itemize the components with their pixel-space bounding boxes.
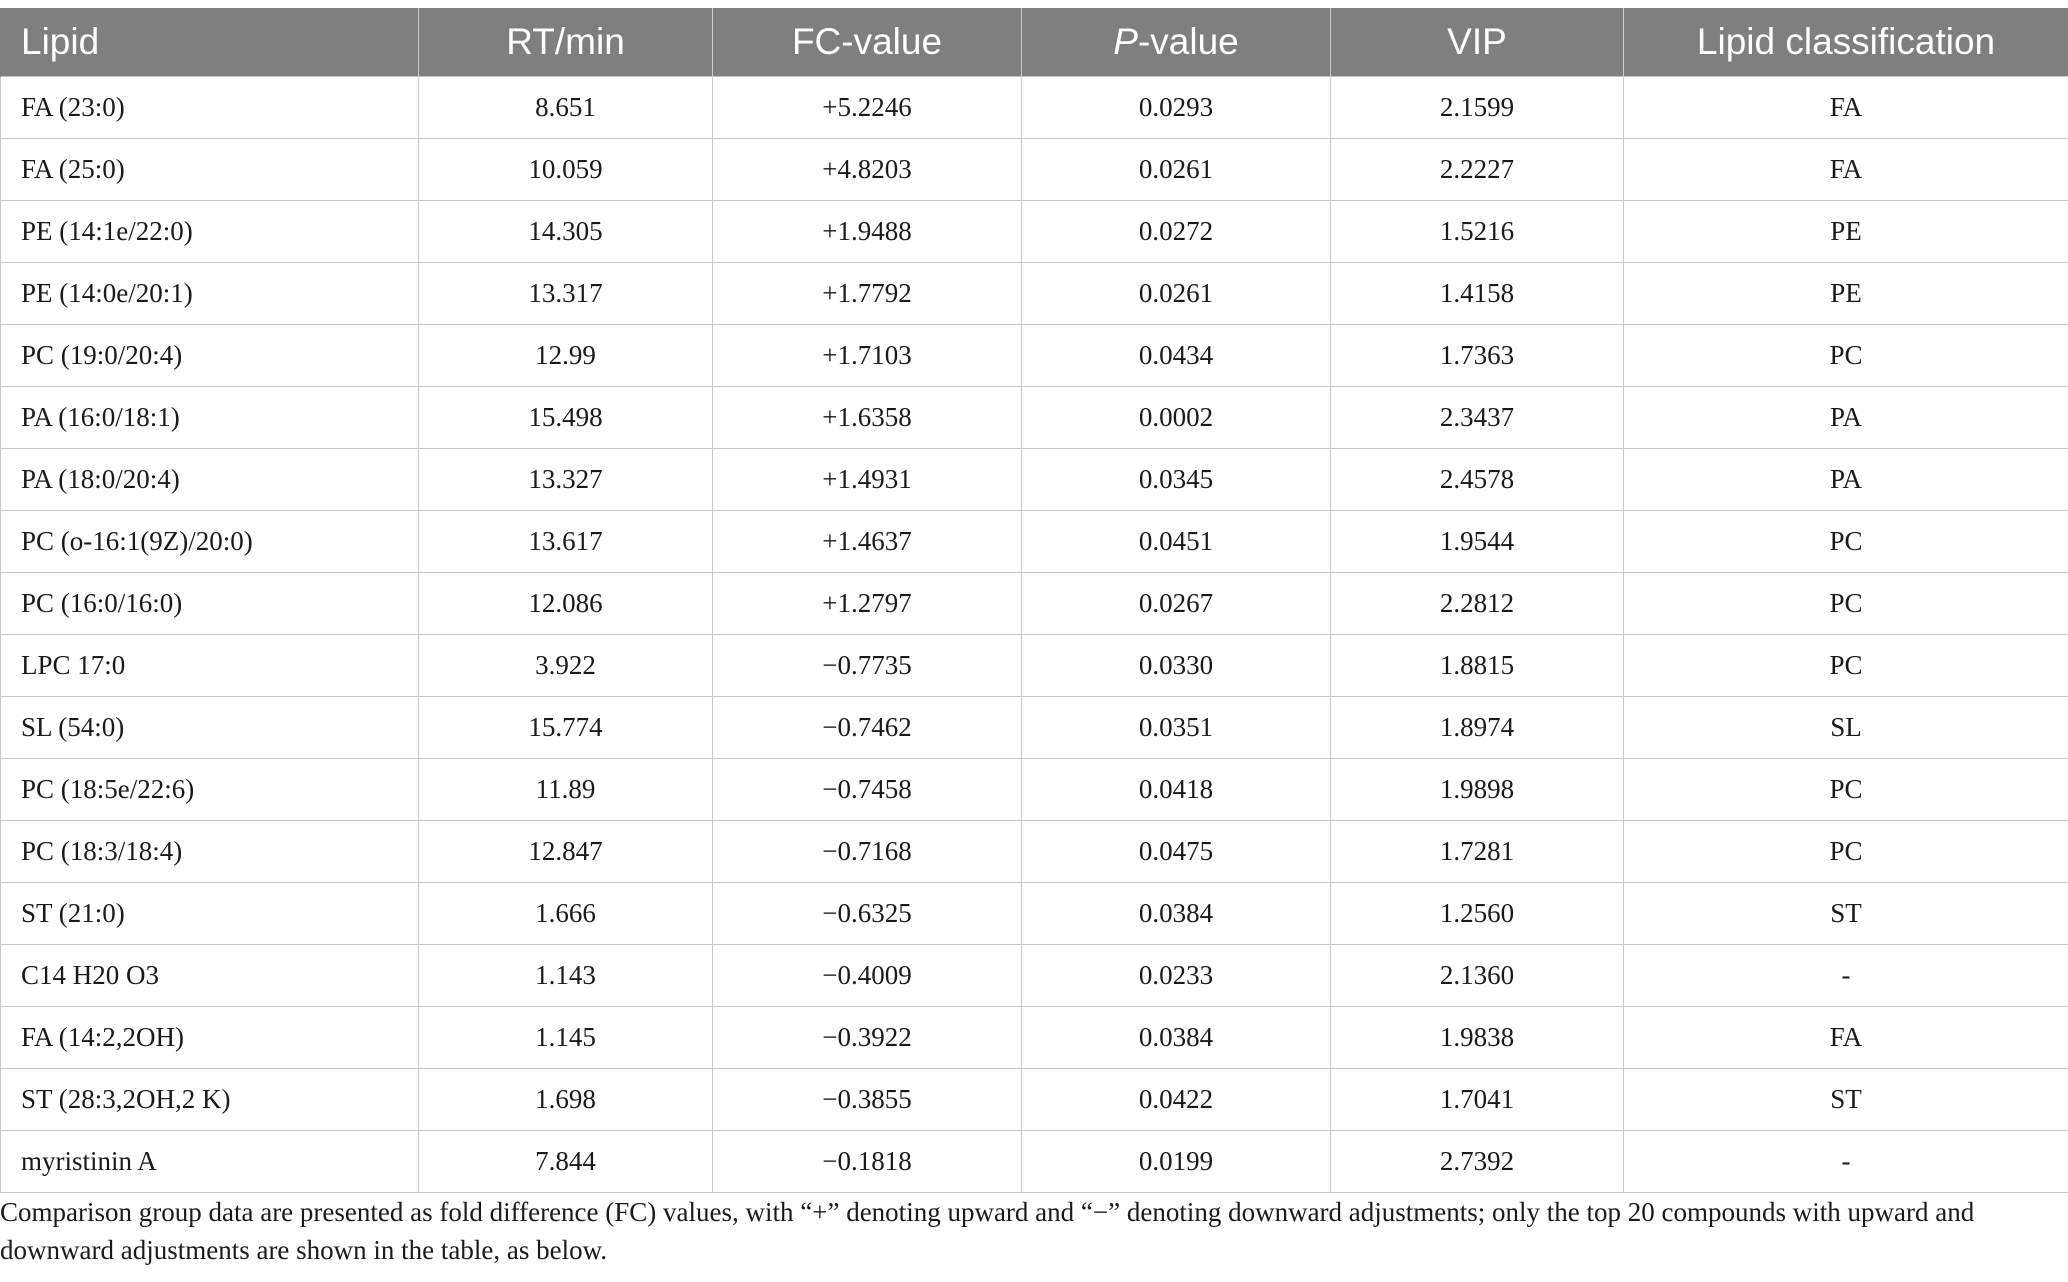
cell-lipid: FA (23:0)	[1, 77, 419, 139]
cell-p-value: 0.0272	[1022, 201, 1331, 263]
table-row	[1, 77, 2068, 139]
table-row	[1, 325, 2068, 387]
cell-rt: 1.145	[419, 1007, 713, 1069]
table-row	[1, 1131, 2068, 1193]
cell-lipid: SL (54:0)	[1, 697, 419, 759]
cell-fc: −0.3922	[713, 1007, 1022, 1069]
cell-rt: 7.844	[419, 1131, 713, 1193]
lipid-table	[0, 8, 2068, 1193]
header-fc: FC-value	[713, 8, 1022, 77]
table-row	[1, 1007, 2068, 1069]
cell-rt: 1.666	[419, 883, 713, 945]
cell-vip: 2.2812	[1331, 573, 1624, 635]
header-p-italic: P	[1113, 21, 1138, 62]
cell-fc: +5.2246	[713, 77, 1022, 139]
cell-p-value: 0.0002	[1022, 387, 1331, 449]
cell-lipid: PC (18:3/18:4)	[1, 821, 419, 883]
cell-fc: +1.4637	[713, 511, 1022, 573]
cell-p-value: 0.0267	[1022, 573, 1331, 635]
cell-fc: −0.7462	[713, 697, 1022, 759]
cell-p-value: 0.0199	[1022, 1131, 1331, 1193]
cell-classification: FA	[1624, 139, 2068, 201]
cell-fc: −0.7735	[713, 635, 1022, 697]
cell-p-value: 0.0261	[1022, 263, 1331, 325]
cell-vip: 1.7281	[1331, 821, 1624, 883]
table-row	[1, 387, 2068, 449]
cell-lipid: PA (16:0/18:1)	[1, 387, 419, 449]
cell-classification: PC	[1624, 759, 2068, 821]
cell-vip: 2.1360	[1331, 945, 1624, 1007]
cell-vip: 1.2560	[1331, 883, 1624, 945]
cell-lipid: C14 H20 O3	[1, 945, 419, 1007]
table-header	[1, 8, 2068, 77]
cell-rt: 12.086	[419, 573, 713, 635]
cell-classification: PC	[1624, 821, 2068, 883]
cell-lipid: myristinin A	[1, 1131, 419, 1193]
cell-vip: 1.9898	[1331, 759, 1624, 821]
cell-fc: +1.4931	[713, 449, 1022, 511]
cell-vip: 2.7392	[1331, 1131, 1624, 1193]
table-row	[1, 883, 2068, 945]
cell-rt: 12.99	[419, 325, 713, 387]
cell-classification: PE	[1624, 263, 2068, 325]
cell-fc: −0.3855	[713, 1069, 1022, 1131]
cell-rt: 15.774	[419, 697, 713, 759]
cell-rt: 1.143	[419, 945, 713, 1007]
cell-rt: 15.498	[419, 387, 713, 449]
table-row	[1, 449, 2068, 511]
cell-p-value: 0.0345	[1022, 449, 1331, 511]
cell-fc: −0.7458	[713, 759, 1022, 821]
table-row	[1, 821, 2068, 883]
table-body	[1, 77, 2068, 1193]
cell-p-value: 0.0384	[1022, 1007, 1331, 1069]
cell-p-value: 0.0233	[1022, 945, 1331, 1007]
cell-rt: 3.922	[419, 635, 713, 697]
lipid-table-container	[0, 8, 2068, 1193]
cell-lipid: ST (28:3,2OH,2 K)	[1, 1069, 419, 1131]
cell-p-value: 0.0293	[1022, 77, 1331, 139]
cell-lipid: FA (25:0)	[1, 139, 419, 201]
cell-lipid: PC (16:0/16:0)	[1, 573, 419, 635]
cell-lipid: FA (14:2,2OH)	[1, 1007, 419, 1069]
cell-classification: FA	[1624, 1007, 2068, 1069]
cell-fc: −0.1818	[713, 1131, 1022, 1193]
header-classification: Lipid classification	[1624, 8, 2068, 77]
cell-rt: 11.89	[419, 759, 713, 821]
cell-classification: FA	[1624, 77, 2068, 139]
cell-p-value: 0.0475	[1022, 821, 1331, 883]
cell-classification: PC	[1624, 635, 2068, 697]
cell-rt: 8.651	[419, 77, 713, 139]
cell-vip: 1.7041	[1331, 1069, 1624, 1131]
cell-vip: 2.1599	[1331, 77, 1624, 139]
cell-classification: PA	[1624, 449, 2068, 511]
cell-vip: 1.9838	[1331, 1007, 1624, 1069]
cell-lipid: ST (21:0)	[1, 883, 419, 945]
cell-rt: 13.317	[419, 263, 713, 325]
cell-p-value: 0.0384	[1022, 883, 1331, 945]
cell-fc: −0.4009	[713, 945, 1022, 1007]
table-row	[1, 697, 2068, 759]
cell-vip: 1.8815	[1331, 635, 1624, 697]
table-row	[1, 573, 2068, 635]
cell-p-value: 0.0261	[1022, 139, 1331, 201]
cell-classification: PA	[1624, 387, 2068, 449]
cell-vip: 1.4158	[1331, 263, 1624, 325]
cell-fc: +1.7103	[713, 325, 1022, 387]
cell-fc: +4.8203	[713, 139, 1022, 201]
cell-lipid: LPC 17:0	[1, 635, 419, 697]
table-row	[1, 945, 2068, 1007]
cell-classification: PE	[1624, 201, 2068, 263]
cell-lipid: PA (18:0/20:4)	[1, 449, 419, 511]
header-row	[1, 8, 2068, 77]
cell-lipid: PC (19:0/20:4)	[1, 325, 419, 387]
cell-fc: −0.7168	[713, 821, 1022, 883]
cell-lipid: PC (o-16:1(9Z)/20:0)	[1, 511, 419, 573]
table-row	[1, 511, 2068, 573]
cell-classification: ST	[1624, 883, 2068, 945]
cell-vip: 1.8974	[1331, 697, 1624, 759]
cell-vip: 1.9544	[1331, 511, 1624, 573]
cell-lipid: PC (18:5e/22:6)	[1, 759, 419, 821]
cell-classification: SL	[1624, 697, 2068, 759]
header-vip: VIP	[1331, 8, 1624, 77]
table-row	[1, 635, 2068, 697]
cell-rt: 12.847	[419, 821, 713, 883]
cell-lipid: PE (14:1e/22:0)	[1, 201, 419, 263]
cell-fc: +1.9488	[713, 201, 1022, 263]
header-lipid: Lipid	[1, 8, 419, 77]
header-p-value	[1022, 8, 1331, 77]
table-row	[1, 1069, 2068, 1131]
cell-vip: 2.4578	[1331, 449, 1624, 511]
table-footnote: Comparison group data are presented as fold difference (FC) values, with “+” denoting upward and “−” denoting downward adjustments; only the top 20 compounds with upward and downward adjustments are shown in the table, as below.	[0, 1197, 1975, 1265]
cell-classification: -	[1624, 945, 2068, 1007]
cell-classification: -	[1624, 1131, 2068, 1193]
cell-classification: PC	[1624, 511, 2068, 573]
cell-p-value: 0.0351	[1022, 697, 1331, 759]
cell-fc: +1.6358	[713, 387, 1022, 449]
cell-rt: 14.305	[419, 201, 713, 263]
cell-rt: 13.617	[419, 511, 713, 573]
cell-rt: 10.059	[419, 139, 713, 201]
cell-p-value: 0.0434	[1022, 325, 1331, 387]
table-row	[1, 201, 2068, 263]
cell-vip: 2.2227	[1331, 139, 1624, 201]
cell-vip: 2.3437	[1331, 387, 1624, 449]
cell-classification: ST	[1624, 1069, 2068, 1131]
cell-fc: +1.7792	[713, 263, 1022, 325]
cell-vip: 1.5216	[1331, 201, 1624, 263]
cell-p-value: 0.0418	[1022, 759, 1331, 821]
cell-classification: PC	[1624, 573, 2068, 635]
header-p-rest: -value	[1137, 21, 1239, 62]
table-row	[1, 263, 2068, 325]
cell-rt: 13.327	[419, 449, 713, 511]
cell-p-value: 0.0451	[1022, 511, 1331, 573]
cell-fc: −0.6325	[713, 883, 1022, 945]
table-row	[1, 139, 2068, 201]
cell-p-value: 0.0330	[1022, 635, 1331, 697]
cell-lipid: PE (14:0e/20:1)	[1, 263, 419, 325]
header-rt: RT/min	[419, 8, 713, 77]
cell-p-value: 0.0422	[1022, 1069, 1331, 1131]
cell-fc: +1.2797	[713, 573, 1022, 635]
cell-rt: 1.698	[419, 1069, 713, 1131]
cell-classification: PC	[1624, 325, 2068, 387]
table-row	[1, 759, 2068, 821]
cell-vip: 1.7363	[1331, 325, 1624, 387]
